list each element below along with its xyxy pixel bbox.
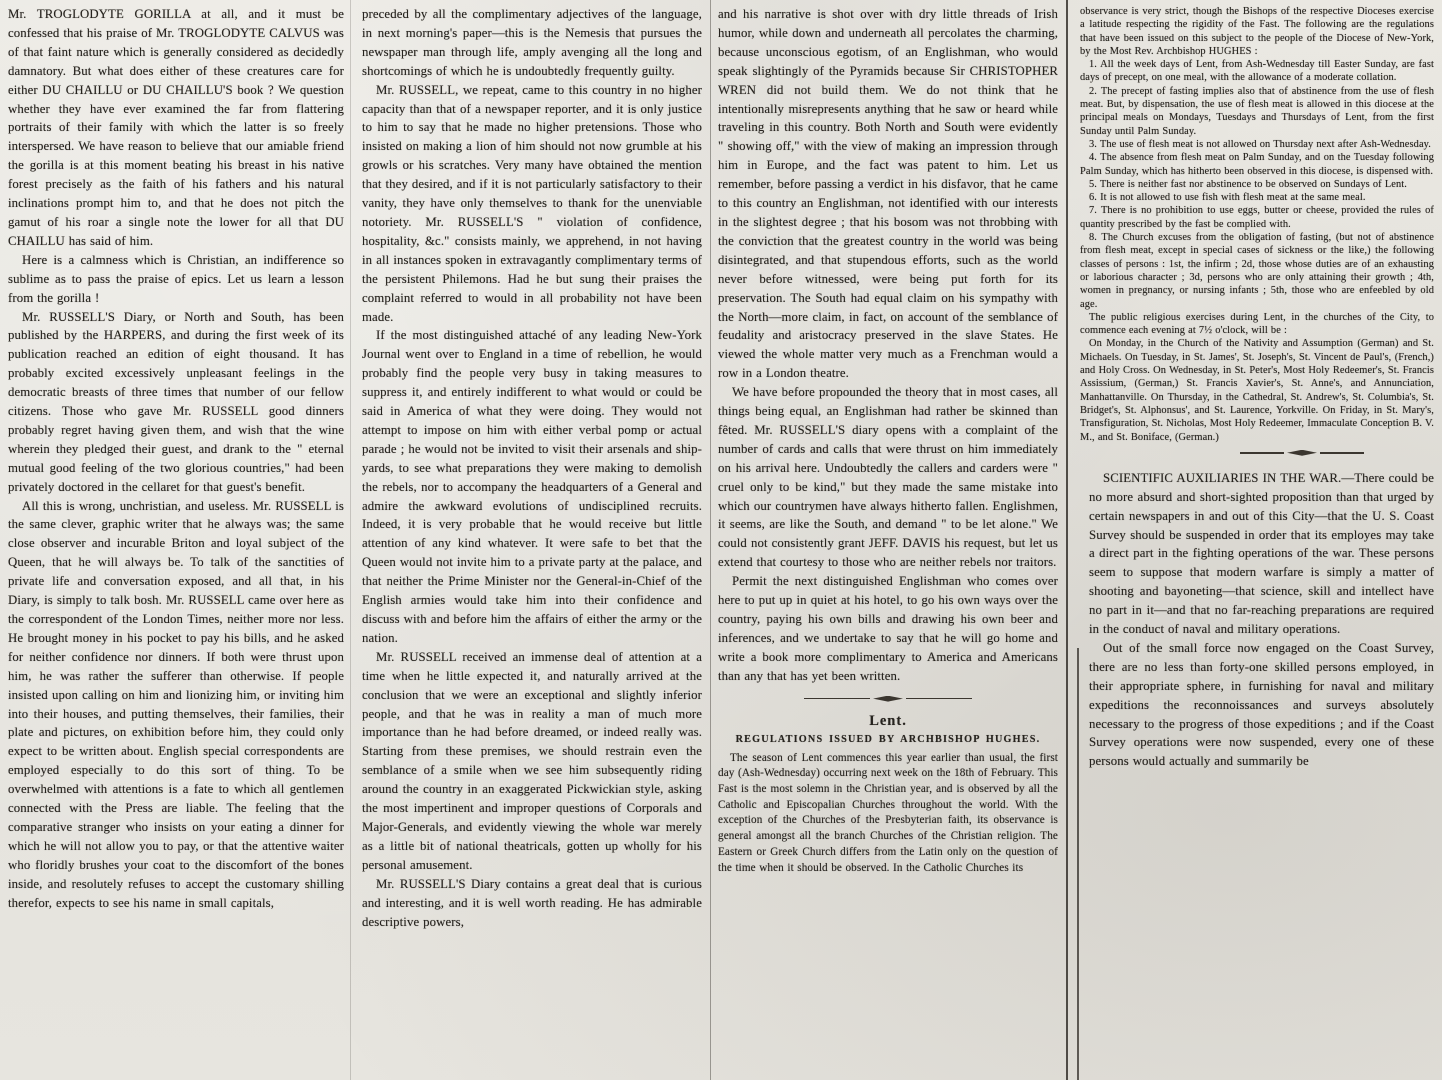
article-paragraph: preceded by all the complimentary adjectives of the language, in next morning's paper—this is the Nemesis that pursues the newspaper man through life, amply avenging all the long and shortcomings of which he is undoubtedly frequently guilty. <box>362 7 702 78</box>
regulation-item: 1. All the week days of Lent, from Ash-Wednesday till Easter Sunday, are fast days of precept, on one meal, with the allowance of a moderate collation. <box>1080 59 1434 84</box>
exercises-schedule: On Monday, in the Church of the Nativity and Assumption (German) and St. Michaels. On Tuesday, in St. James', St. Joseph's, St. Vincent de Paul's, (French,) and Holy Cross. On Wednesday, in St. Peter's, Most Holy Redeemer's, St. Francis Assissium, (German,) St. Francis Xavier's, St. Anne's, and Annunciation, Manhattanville. On Thursday, in the Cathedral, St. Andrew's, St. Columbia's, St. Bridget's, St. Alphonsus', and St. Laurence, Yorkville. On Friday, in St. Mary's, Transfiguration, St. Nicholas, Most Holy Redeemer, Immaculate Conception B. V. M., and St. Boniface, (German.) <box>1080 338 1434 443</box>
scientific-auxiliaries-section <box>1080 469 1434 772</box>
article-paragraph: We have before propounded the theory that in most cases, all things being equal, an Englishman had rather be skinned than fêted. Mr. RUSSELL'S diary opens with a complaint of the number of cards and calls that were thrust on him immediately on his arrival here. Undoubtedly the callers and carders were " cruel only to be kind," but they made the same mistake into which our countrymen have always hitherto fallen. Englishmen, it seems, are like the South, and demand " to be let alone." We could not consistently grant JEFF. DAVIS his request, but let us extend that courtesy to those who are neither rebels nor traitors. <box>718 385 1058 570</box>
article-paragraph: Mr. RUSSELL'S Diary, or North and South, has been published by the HARPERS, and during the first week of its publication reached an edition of eight thousand. It has probably excited excessively unpleasant feelings in the democratic breasts of three times that number of our fellow citizens. Those who gave Mr. RUSSELL good dinners probably regret having given them, and wish that the wine wherein they pledged their guest, and drank to the " eternal mutual good feeling of the two glorious countries," had been privately doctored in the cellaret for that guest's benefit. <box>8 309 344 494</box>
exercises-intro: The public religious exercises during Lent, in the churches of the City, to commence each evening at 7½ o'clock, will be : <box>1080 311 1434 337</box>
article-paragraph: All this is wrong, unchristian, and useless. Mr. RUSSELL is the same clever, graphic writer that he always was; the same close observer and incurable Briton and loyal subject of the Queen, that he will always be. To talk of the sanctities of private life and conversation exposed, and all that, in his Diary, is simply to talk bosh. Mr. RUSSELL came over here as the correspondent of the London Times, neither more nor less. He brought money in his pocket to pay his bills, and he asked for neither confidence nor dinners. If both were thrust upon him, he was rather the sufferer than otherwise. If people insisted upon calling on him and lionizing him, or inviting him into their houses, and putting themselves, their families, their plate and pictures, on exhibition before him, they could only expect to be written about. English special correspondents are employed especially to do this sort of thing. To be overwhelmed with attentions is a fate to which all gentlemen connected with the Press are liable. The feeling that the comparative stranger who insists on your eating a dinner for which he will not allow you to pay, or that the attentive waiter who floridly brushes your coat to the discomfort of the bones inside, and resolutely refuses to accept the customary shilling therefor, expects to see his name in small capitals, <box>8 498 344 910</box>
article-paragraph: Mr. TROGLODYTE GORILLA at all, and it must be confessed that his praise of Mr. TROGLODYTE CALVUS was of that faint nature which is generally considered as decidedly damnatory. But what does either of these creatures care for either DU CHAILLU or DU CHAILLU'S book ? We question whether they have ever examined the far from flattering portraits of their family with which the latter is so freely interspersed. We have reason to believe that our amiable friend the gorilla is at this moment beating his breast in his native forest precisely as the faith of his fathers and his natural inclinations prompt him to, and that he does not pitch the gamut of his roar a single note the lower for all that DU CHAILLU has said of him. <box>8 7 344 248</box>
divider-diamond-icon <box>1287 450 1317 456</box>
regulation-item: 8. The Church excuses from the obligation of fasting, (but not of abstinence from flesh meat, except in special cases of sickness or the like,) the following classes of persons : 1st, the infirm ; 2d, those whose duties are of an exhausting or laborious character ; 3d, persons who are only attaining their growth ; 4th, women in pregnancy, or nursing infants ; 5th, those who are enfeebled by old age. <box>1080 232 1434 310</box>
divider-line <box>804 698 870 700</box>
divider-line <box>1320 452 1364 454</box>
column-1 <box>8 5 344 1077</box>
section-divider <box>718 692 1058 706</box>
article-paragraph: Out of the small force now engaged on the Coast Survey, there are no less than forty-one skilled persons employed, in their appropriate sphere, in furnishing for naval and military expeditions the reconnoissances and surveys absolutely necessary to the progress of those expeditions ; and if the Coast Survey operations were now suspended, every one of these persons would actually and summarily be <box>1089 640 1434 769</box>
divider-diamond-icon <box>873 696 903 702</box>
regulation-item: 2. The precept of fasting implies also that of abstinence from the use of flesh meat. But, by dispensation, the use of flesh meat is allowed in this diocese at the principal meals on Mondays, Tuesdays and Thursdays of Lent, from the first Sunday until Palm Sunday. <box>1080 85 1434 137</box>
lent-paragraph: The season of Lent commences this year earlier than usual, the first day (Ash-Wednesday) occurring next week on the 18th of February. This Fast is the most solemn in the Christian year, and is observed by all the Catholic and Episcopalian Churches throughout the world. With the exception of the Churches of the Presbyterian faith, its observance is general amongst all the branch Churches of the Christian religion. The Eastern or Greek Church differs from the Latin only on the question of the time when it should be observed. In the Catholic Churches its <box>718 751 1058 874</box>
article-paragraph: Mr. RUSSELL, we repeat, came to this country in no higher capacity than that of a newspaper reporter, and it is only justice to him to say that he made no higher pretensions. Those who insisted on making a lion of him should not now grumble at his growls or his scratches. Very many have obtained the mention that they desired, and if it is not particularly satisfactory to their vanity, they have only themselves to thank for the unenviable notoriety. Mr. RUSSELL'S " violation of confidence, hospitality, &c." consists mainly, we apprehend, in not having in all instances spoken in extravagantly complimentary terms of the persistent Philemons. Had he but sung their praises the complaint referred to would in all probability not have been made. <box>362 82 702 324</box>
regulation-item: 7. There is no prohibition to use eggs, butter or cheese, provided the rules of quantity prescribed by the fast be complied with. <box>1080 205 1434 230</box>
lent-subhead: REGULATIONS ISSUED BY ARCHBISHOP HUGHES. <box>735 733 1041 745</box>
lent-headline: Lent. <box>869 712 907 729</box>
article-paragraph: Mr. RUSSELL received an immense deal of attention at a time when he little expected it, and naturally arrived at the conclusion that we were an exceptional and slightly inferior people, and that he was in reality a man of much more importance than he had before dreamed, or indeed really was. Starting from these premises, we should restrain even the semblance of a smile when we see him subsequently riding around the country in an exaggerated Pickwickian style, asking the most impertinent and improper questions of Corporals and Major-Generals, and evidently viewing the whole war merely as a little bit of national theatricals, gotten up wholly for his personal amusement. <box>362 649 702 872</box>
section-divider <box>1080 447 1434 459</box>
lent-continuation-intro: observance is very strict, though the Bishops of the respective Dioceses exercise a latitude respecting the rigidity of the Fast. The following are the regulations that have been issued on this subject to the people of the Diocese of New-York, by the Most Rev. Archbishop HUGHES : <box>1080 6 1434 57</box>
regulation-item: 6. It is not allowed to use fish with flesh meat at the same meal. <box>1089 192 1366 204</box>
regulation-item: 4. The absence from flesh meat on Palm Sunday, and on the Tuesday following Palm Sunday, which has hitherto been observed in this diocese, is dispensed with. <box>1080 152 1434 177</box>
article-paragraph: and his narrative is shot over with dry little threads of Irish humor, while down and underneath all percolates the charming, because unconscious egotism, of an Englishman, who would speak slightingly of the Pyramids because Sir CHRISTOPHER WREN did not build them. We do not think that he intentionally misrepresents anything that he saw or heard while traveling in this country. Both North and South were evidently " showing off," with the view of making an impression through him in Europe, and the fact was patent to him. Let us remember, before passing a verdict in his disfavor, that he came to this country an Englishman, not identified with our interests in the slightest degree ; that his bosom was not throbbing with the conviction that the greatest country in the world was being disintegrated, and that stupendous efforts, such as the world never before witnessed, were being put forth for its preservation. The South had equal claim on his sympathy with the North—more claim, in fact, on account of the semblance of feudality and aristocracy preserved in the slave States. He viewed the whole matter very much as a Frenchman would a row in a London theatre. <box>718 7 1058 381</box>
column-rule-3 <box>1066 0 1068 1080</box>
column-rule-2 <box>710 0 711 1080</box>
column-rule-inner <box>1077 648 1079 1080</box>
divider-line <box>906 698 972 700</box>
column-3 <box>718 5 1058 1077</box>
column-rule-1 <box>350 0 351 1080</box>
article-paragraph: Mr. RUSSELL'S Diary contains a great deal that is curious and interesting, and it is well worth reading. He has admirable descriptive powers, <box>362 876 702 929</box>
regulation-item: 5. There is neither fast nor abstinence to be observed on Sundays of Lent. <box>1089 178 1407 190</box>
article-paragraph: If the most distinguished attaché of any leading New-York Journal went over to England in a time of rebellion, he would probably find the people very busy in taking measures to suppress it, and entirely indifferent to what would or could be said in America of what they were doing. They would not attempt to impose on him with either verbal pomp or actual parade ; he would not be invited to visit their arsenals and ship-yards, to see what preparations they were making to demolish the rebels, nor to accompany the headquarters of a General and admire the awkward evolutions of undisciplined recruits. Indeed, it is very probable that he would receive but little attention of any kind whatever. It were safe to bet that the Queen would not invite him to a private party at the palace, and that neither the Prime Minister nor the General-in-Chief of the English armies would take him into their confidence and discuss with and before him the affairs of either the army or the nation. <box>362 328 702 645</box>
article-paragraph: Here is a calmness which is Christian, an indifference so sublime as to pass the praise of epics. Let us learn a lesson from the gorilla ! <box>8 252 344 305</box>
article-paragraph: Permit the next distinguished Englishman who comes over here to put up in quiet at his hotel, to go his own ways over the country, paying his own bills and drawing his own beer and inferences, and we undertake to say that he will go home and write a book more complimentary to America and Americans than any that has yet been written. <box>718 574 1058 683</box>
divider-line <box>1240 452 1284 454</box>
article-paragraph: SCIENTIFIC AUXILIARIES IN THE WAR.—There could be no more absurd and short-sighted proposition than that urged by certain newspapers in and out of this City—that the U. S. Coast Survey should be suspended in order that its employes may take a direct part in the fighting operations of the war. These persons seem to suppose that modern warfare is simply a matter of shooting and bayoneting—that science, skill and intellect have no part in it—and that no far-reaching preparations are required in the conduct of naval and military operations. <box>1089 470 1434 637</box>
column-4 <box>1080 5 1434 1077</box>
column-2 <box>362 5 702 1077</box>
regulation-item: 3. The use of flesh meat is not allowed on Thursday next after Ash-Wednesday. <box>1089 138 1431 150</box>
